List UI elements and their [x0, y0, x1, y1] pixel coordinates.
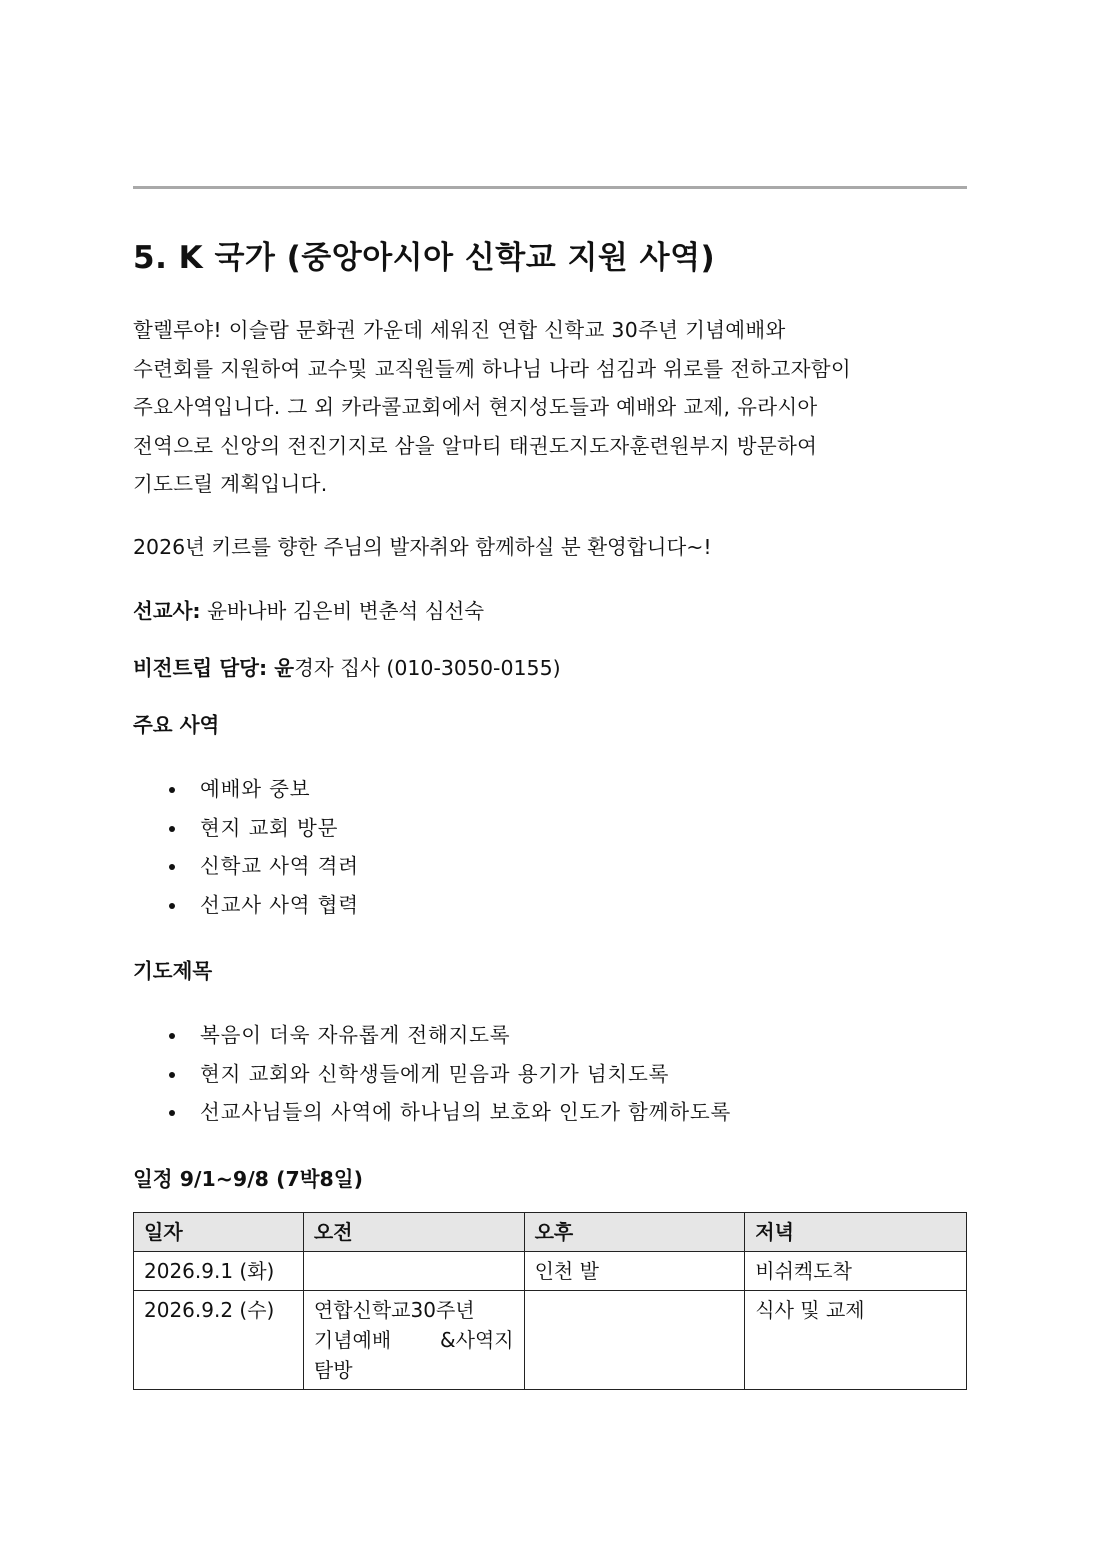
table-row: [134, 1252, 967, 1291]
list-item-text: 선교사 사역 협력: [200, 892, 359, 917]
list-item-text: 현지 교회 방문: [200, 815, 339, 840]
list-item-text: 선교사님들의 사역에 하나님의 보호와 인도가 함께하도록: [200, 1100, 732, 1124]
list-item-text: 신학교 사역 격려: [200, 854, 359, 878]
cell-evening: 비쉬켁도착: [745, 1252, 967, 1291]
contact-line: [133, 651, 561, 681]
intro-line: 전역으로 신앙의 전진기지로 삼을 알마티 태권도지도자훈련원부지 방문하여: [133, 433, 818, 458]
intro-line: 수련회를 지원하여 교수및 교직원들께 하나님 나라 섬김과 위로를 전하고자함이: [133, 356, 851, 381]
column-header-date: 일자: [134, 1213, 304, 1252]
cell-morning: [303, 1291, 524, 1390]
prayer-list: [133, 1016, 731, 1132]
contact-label: 비전트립 담당:: [133, 656, 275, 680]
contact-name-initial: 윤: [274, 656, 295, 680]
list-item-text: 현지 교회와 신학생들에게 믿음과 용기가 넘치도록: [200, 1061, 670, 1086]
intro-line: 주요사역입니다. 그 외 카라콜교회에서 현지성도들과 예배와 교제, 유라시아: [133, 395, 818, 419]
schedule-table: [133, 1212, 967, 1390]
list-item: [133, 770, 359, 809]
ministry-list: [133, 770, 359, 924]
bullet-icon: [169, 903, 175, 909]
bullet-icon: [169, 826, 175, 832]
cell-line: 탐방: [313, 1358, 353, 1382]
bullet-icon: [169, 787, 175, 793]
cell-line-part: 기념예배: [313, 1328, 392, 1352]
bullet-icon: [169, 1072, 175, 1078]
column-header-evening: 저녁: [745, 1213, 967, 1252]
cell-date: 2026.9.1 (화): [134, 1252, 304, 1291]
cell-afternoon: 인천 발: [524, 1252, 745, 1291]
cell-date: 2026.9.2 (수): [134, 1291, 304, 1390]
column-header-morning: 오전: [303, 1213, 524, 1252]
cell-line: 연합신학교30주년: [313, 1298, 475, 1322]
bullet-icon: [169, 864, 175, 870]
cell-line-part: &사역지: [440, 1328, 514, 1352]
schedule-heading: 일정 9/1~9/8 (7박8일): [133, 1167, 363, 1191]
table-row: [134, 1291, 967, 1390]
list-item: [133, 809, 359, 848]
welcome-text: 2026년 키르를 향한 주님의 발자취와 함께하실 분 환영합니다~!: [133, 535, 712, 559]
section-title: 5. K 국가 (중앙아시아 신학교 지원 사역): [133, 240, 716, 276]
column-header-afternoon: 오후: [524, 1213, 745, 1252]
list-item-text: 예배와 중보: [200, 777, 311, 801]
list-item: [133, 1055, 731, 1094]
contact-value: 경자 집사 (010-3050-0155): [294, 656, 561, 680]
cell-morning: [303, 1252, 524, 1291]
intro-line: 기도드릴 계획입니다.: [133, 472, 328, 496]
missionaries-names: 윤바나바 김은비 변춘석 심선숙: [200, 599, 485, 623]
bullet-icon: [169, 1033, 175, 1039]
list-item: [133, 1016, 731, 1055]
horizontal-divider: [133, 186, 967, 189]
intro-paragraph: [133, 311, 973, 504]
missionaries-label: 선교사:: [133, 599, 201, 623]
bullet-icon: [169, 1110, 175, 1116]
list-item: [133, 886, 359, 925]
list-item: [133, 1093, 731, 1132]
table-header-row: [134, 1213, 967, 1252]
list-item-text: 복음이 더욱 자유롭게 전해지도록: [200, 1023, 511, 1047]
ministry-heading: 주요 사역: [133, 713, 220, 737]
intro-line: 할렐루야! 이슬람 문화권 가운데 세워진 연합 신학교 30주년 기념예배와: [133, 318, 786, 342]
cell-afternoon: [524, 1291, 745, 1390]
missionaries-line: [133, 594, 484, 624]
cell-line: [314, 1325, 514, 1355]
cell-evening: 식사 및 교제: [745, 1291, 967, 1390]
list-item: [133, 847, 359, 886]
prayer-heading: 기도제목: [133, 959, 213, 983]
